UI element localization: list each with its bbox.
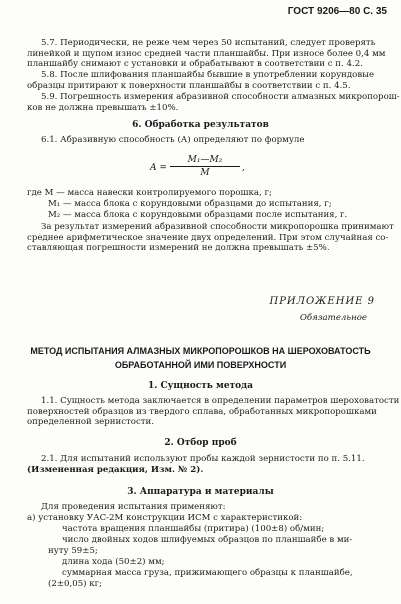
spec-line: нуту 59±5; [48,546,98,556]
text-line: 5.7. Периодически, не реже чем через 50 испытаний, следует проверять [41,38,376,48]
section-3-heading: 3. Аппаратура и материалы [127,487,274,497]
formula-end: , [242,163,245,173]
text-line: ков не должна превышать ±10%. [27,102,179,113]
paragraph-5-9 [27,92,400,113]
spec-line: частота вращения планшайбы (притира) (100±8) об/мин; [62,524,325,534]
formula-denominator: M [200,168,210,178]
text-line: образцы притирают к поверхности планшайбы в соответствии с п. 4.5. [27,80,351,91]
formula-lhs: A = [150,163,167,173]
paragraph-3-intro: Для проведения испытания применяют: [41,502,226,512]
text-line: ставляющая погрешности измерений не должна превышать ±5%. [27,243,330,254]
definition-m: где M — масса навески контролируемого порошка, г; [27,188,272,198]
list-item-a: а) установку УАС-2М конструкции ИСМ с характеристикой: [27,513,303,523]
text-line: 5.9. Погрешность измерения абразивной способности алмазных микропорош- [41,92,400,102]
appendix-subtitle: Обязательное [299,313,367,323]
paragraph-5-8 [27,70,383,91]
method-title-line-2: ОБРАБОТАННОЙ ИМИ ПОВЕРХНОСТИ [114,360,287,370]
formula-fraction [170,155,240,178]
paragraph-6-1: 6.1. Абразивную способность (А) определяют по формуле [41,135,305,145]
appendix-title: ПРИЛОЖЕНИЕ 9 [269,296,375,307]
spec-line: число двойных ходов шлифуемых образцов по планшайбе в ми- [62,535,353,545]
spec-line: суммарная масса груза, прижимающего образцы к планшайбе, [62,568,353,578]
section-2-heading: 2. Отбор проб [164,438,237,448]
definition-m1: M₁ — масса блока с корундовыми образцами до испытания, г; [48,199,332,209]
paragraph-1-1 [27,396,400,428]
spec-line: (2±0,05) кг; [48,579,103,589]
text-line: За результат измерений абразивной способности микропорошка принимают [41,222,394,232]
method-title-line-1: МЕТОД ИСПЫТАНИЯ АЛМАЗНЫХ МИКРОПОРОШКОВ НА ШЕРОХОВАТОСТЬ [30,346,371,356]
text-line: 1.1. Сущность метода заключается в определении параметров шероховатости [41,396,400,406]
text-line: 5.8. После шлифования планшайбы бывшие в употреблении корундовые [41,70,375,80]
text-line: планшайбу снимают с установки и обрабатывают в соответствии с п. 4.2. [27,59,363,70]
text-line: поверхностей образцов из твердого сплава, обработанных микропорошками [27,406,377,417]
formula-numerator: M₁—M₂ [170,155,240,167]
paragraph-5-7 [27,38,386,70]
section-6-heading: 6. Обработка результатов [132,120,269,130]
text-line: определенной зернистости. [27,417,154,428]
paragraph-result [27,222,394,254]
spec-line: длина хода (50±2) мм; [62,557,165,567]
section-1-heading: 1. Сущность метода [147,381,254,391]
definition-m2: M₂ — масса блока с корундовыми образцами после испытания, г. [48,210,348,220]
paragraph-2-1 [27,454,383,475]
text-line: линейкой и щупом износ средней части планшайбы. При износе более 0,4 мм [27,48,386,59]
page-header: ГОСТ 9206—80 С. 35 [287,6,387,17]
text-line: (Измененная редакция, Изм. № 2). [27,464,204,475]
text-line: среднее арифметическое значение двух определений. При этом случайная со- [27,232,389,243]
text-line: 2.1. Для испытаний используют пробы каждой зернистости по п. 5.11. [41,454,365,464]
